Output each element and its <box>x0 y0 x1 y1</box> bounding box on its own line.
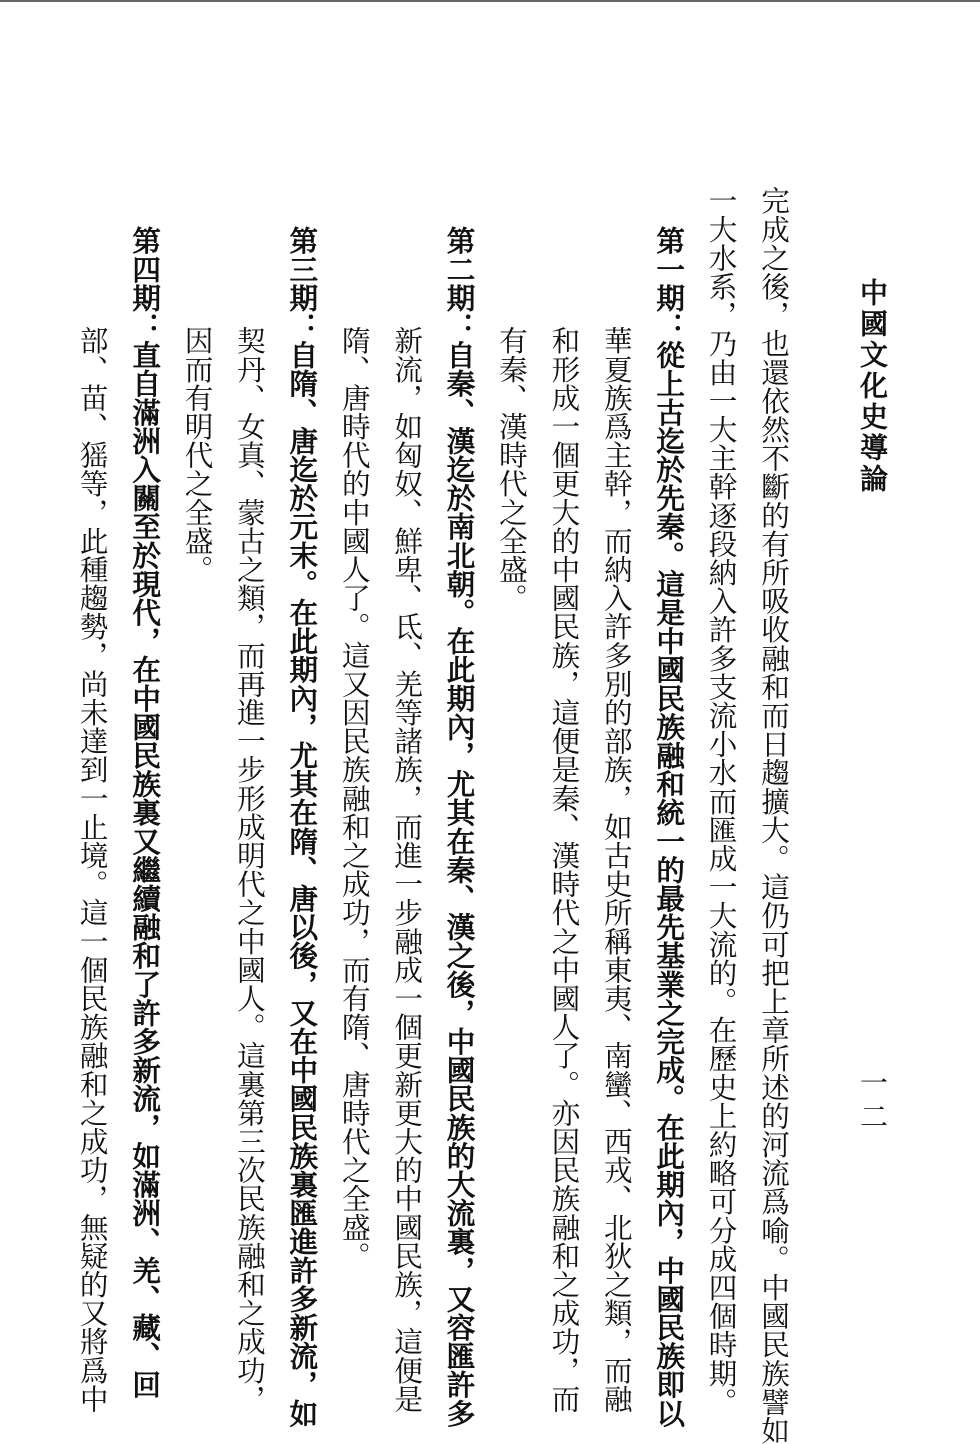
period-paragraph-2: 第二期：自秦、漢迄於南北朝。在此期內，尤其在秦、漢之後，中國民族的大流裏，又容匯許多 <box>442 226 477 1428</box>
text-column: 契丹、女真、蒙古之類，而再進一步形成明代之中國人。這裏第三次民族融和之成功， <box>232 326 267 1413</box>
text-column: 一大水系，乃由一大主幹逐段納入許多支流小水而匯成一大流的。在歷史上約略可分成四個時期。 <box>704 186 739 1416</box>
text-column: 新流，如匈奴、鮮卑、氐、羌等諸族，而進一步融成一個更新更大的中國民族，這便是 <box>390 326 425 1413</box>
text-column: 因而有明代之全盛。 <box>180 326 215 584</box>
text-column: 華夏族爲主幹，而納入許多別的部族，如古史所稱東夷、南蠻、西戎、北狄之類，而融 <box>599 326 634 1413</box>
body-text <box>66 186 800 1444</box>
text-column: 隋、唐時代的中國人了。這又因民族融和之成功，而有隋、唐時代之全盛。 <box>337 326 372 1270</box>
page-number: 一二 <box>856 1068 889 1136</box>
top-border-rule <box>0 0 980 2</box>
running-title: 中國文化史導論 <box>856 278 889 495</box>
period-paragraph-1: 第一期：從上古迄於先秦。這是中國民族融和統一的最先基業之完成。在此期內，中國民族即以 <box>652 226 687 1428</box>
period-paragraph-3: 第三期：自隋、唐迄於元末。在此期內，尤其在隋、唐以後，又在中國民族裏匯進許多新流，如 <box>285 226 320 1428</box>
text-column: 完成之後，也還依然不斷的有所吸收融和而日趨擴大。這仍可把上章所述的河流爲喻。中國民族譬如 <box>757 186 791 1444</box>
text-column: 有秦、漢時代之全盛。 <box>494 326 529 612</box>
text-column: 部、苗、猺等，此種趨勢，尚未達到一止境。這一個民族融和之成功，無疑的又將爲中 <box>75 326 110 1413</box>
text-column: 和形成一個更大的中國民族，這便是秦、漢時代之中國人了。亦因民族融和之成功，而 <box>547 326 582 1413</box>
period-paragraph-4: 第四期：直自滿洲入關至於現代，在中國民族裏又繼續融和了許多新流，如滿洲、羌、藏、回 <box>128 226 163 1399</box>
